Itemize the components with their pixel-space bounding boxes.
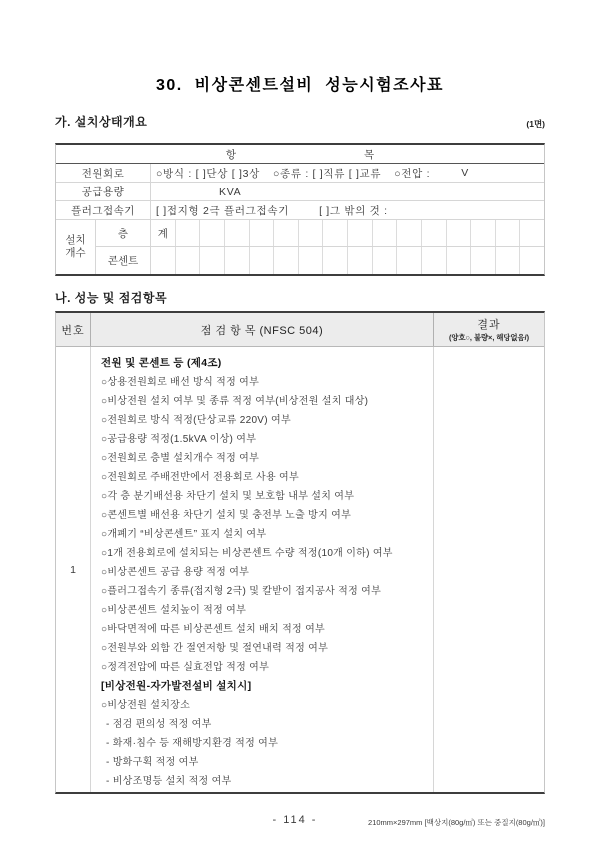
plug-option-grounded: [ ]접지형 2극 플러그접속기	[156, 204, 290, 217]
install-count-section	[56, 220, 544, 274]
checklist-line: - 방화구획 적정 여부	[106, 757, 199, 768]
table2-header-row	[56, 313, 544, 347]
row-power-circuit	[56, 164, 544, 183]
install-grid-cell	[373, 247, 398, 274]
checklist-line: ○전원회로 주배전반에서 전용회로 사용 여부	[101, 472, 299, 483]
checklist-line: ○1개 전용회로에 설치되는 비상콘센트 수량 적정(10개 이하) 여부	[101, 548, 393, 559]
install-grid-cell	[225, 247, 250, 274]
install-grid-cell	[520, 220, 544, 246]
install-grid-cell	[323, 220, 348, 246]
row-plug-connector	[56, 201, 544, 220]
installation-overview-table	[55, 143, 545, 276]
row-supply-capacity-label: 공급용량	[56, 183, 151, 200]
section-a-heading: 가. 설치상태개요	[55, 115, 148, 129]
install-grid-cell	[299, 247, 324, 274]
install-grid-cell	[200, 220, 225, 246]
table1-header-right: 목	[364, 148, 375, 161]
table2-body-row	[56, 347, 544, 792]
install-grid-cell	[397, 247, 422, 274]
power-method-options: ○방식 : [ ]단상 [ ]3상	[156, 167, 260, 180]
column-header-items: 점 검 항 목 (NFSC 504)	[91, 313, 434, 346]
checklist-line: ○플러그접속기 종류(접지형 2극) 및 칼받이 접지공사 적정 여부	[101, 586, 382, 597]
install-count-label-line1: 설치	[65, 234, 86, 246]
row-number-cell: 1	[56, 347, 91, 792]
checklist-line: ○비상전원 설치 여부 및 종류 적정 여부(비상전원 설치 대상)	[101, 396, 369, 407]
column-header-result	[434, 313, 544, 346]
checklist-line: ○정격전압에 따른 실효전압 적정 여부	[101, 662, 270, 673]
section-b-heading: 나. 성능 및 점검항목	[55, 291, 168, 305]
checklist-line: ○전원회로 층별 설치개수 적정 여부	[101, 453, 260, 464]
install-grid-cell	[422, 220, 447, 246]
row-power-circuit-value	[151, 164, 544, 182]
outlet-row-label: 콘센트	[96, 247, 151, 274]
install-row-outlet	[96, 247, 544, 274]
paper-spec-note: 210mm×297mm [백상지(80g/㎡) 또는 중질지(80g/㎡)]	[368, 818, 545, 827]
install-grid-cell	[250, 247, 275, 274]
checklist-line: 전원 및 콘센트 등 (제4조)	[101, 357, 222, 369]
checklist-line: [비상전원-자가발전설비 설치시]	[101, 680, 252, 692]
checklist-line: ○바닥면적에 따른 비상콘센트 설치 배치 적정 여부	[101, 624, 326, 635]
result-title: 결과	[477, 319, 501, 331]
install-grid-cell	[471, 220, 496, 246]
voltage-unit: V	[461, 167, 469, 179]
install-grid-cell	[200, 247, 225, 274]
install-count-grid	[96, 220, 544, 274]
install-grid-cell	[151, 247, 176, 274]
checklist-line: ○상용전원회로 배선 방식 적정 여부	[101, 377, 260, 388]
install-grid-cell	[274, 247, 299, 274]
result-cell	[434, 347, 544, 792]
row-power-circuit-label: 전원회로	[56, 164, 151, 182]
plug-option-other: [ ]그 밖의 것 :	[319, 204, 388, 217]
install-grid-cell	[176, 220, 201, 246]
install-grid-cell	[348, 220, 373, 246]
section-a-header	[55, 113, 545, 130]
sheet-number-note: (1면)	[526, 119, 545, 129]
install-grid-cell	[274, 220, 299, 246]
checklist-line: ○비상콘센트 공급 용량 적정 여부	[101, 567, 250, 578]
voltage-label: ○전압 :	[394, 167, 431, 180]
install-grid-cell	[447, 247, 472, 274]
checklist-line: ○비상콘센트 설치높이 적정 여부	[101, 605, 247, 616]
install-grid-cell	[447, 220, 472, 246]
capacity-unit: KVA	[219, 185, 242, 198]
checklist	[91, 347, 434, 792]
page-title: 30. 비상콘센트설비 성능시험조사표	[155, 77, 445, 94]
install-grid-cell	[471, 247, 496, 274]
install-grid-cell	[250, 220, 275, 246]
checklist-line: ○비상전원 설치장소	[101, 700, 191, 711]
row-plug-connector-label: 플러그접속기	[56, 201, 151, 219]
install-grid-cell	[323, 247, 348, 274]
install-grid-cell	[373, 220, 398, 246]
install-count-label	[56, 220, 96, 274]
install-grid-cell	[496, 247, 521, 274]
install-row-floor	[96, 220, 544, 247]
install-grid-cell	[299, 220, 324, 246]
result-legend: (양호○, 불량×, 해당없음/)	[448, 333, 530, 342]
table1-header-row	[56, 145, 544, 164]
page-number: - 114 -	[272, 814, 318, 826]
checklist-line: - 비상조명등 설치 적정 여부	[106, 776, 232, 787]
inspection-checklist-table	[55, 311, 545, 794]
checklist-line: ○전원회로 방식 적정(단상교류 220V) 여부	[101, 415, 291, 426]
checklist-line: ○콘센트별 배선용 차단기 설치 및 충전부 노출 방지 여부	[101, 510, 352, 521]
checklist-line: - 점검 편의성 적정 여부	[106, 719, 212, 730]
row-supply-capacity	[56, 183, 544, 201]
checklist-line: ○공급용량 적정(1.5kVA 이상) 여부	[101, 434, 257, 445]
install-grid-cell	[225, 220, 250, 246]
install-grid-cell: 계	[151, 220, 176, 246]
table1-header-left: 항	[225, 148, 236, 161]
checklist-line: ○전원부와 외함 간 절연저항 및 절연내력 적정 여부	[101, 643, 329, 654]
checklist-line: ○개폐기 “비상콘센트” 표지 설치 여부	[101, 529, 267, 540]
power-type-options: ○종류 : [ ]직류 [ ]교류	[272, 167, 382, 180]
install-grid-cell	[397, 220, 422, 246]
floor-row-label: 층	[96, 220, 151, 246]
install-grid-cell	[348, 247, 373, 274]
install-grid-cell	[496, 220, 521, 246]
install-count-label-line2: 개수	[65, 247, 86, 259]
column-header-number: 번호	[56, 313, 91, 346]
install-grid-cell	[520, 247, 544, 274]
install-grid-cell	[176, 247, 201, 274]
checklist-line: ○각 층 분기배선용 차단기 설치 및 보호함 내부 설치 여부	[101, 491, 355, 502]
row-supply-capacity-value	[151, 183, 544, 200]
row-plug-connector-value	[151, 201, 544, 219]
checklist-line: - 화재·침수 등 재해방지환경 적정 여부	[106, 738, 279, 749]
install-grid-cell	[422, 247, 447, 274]
